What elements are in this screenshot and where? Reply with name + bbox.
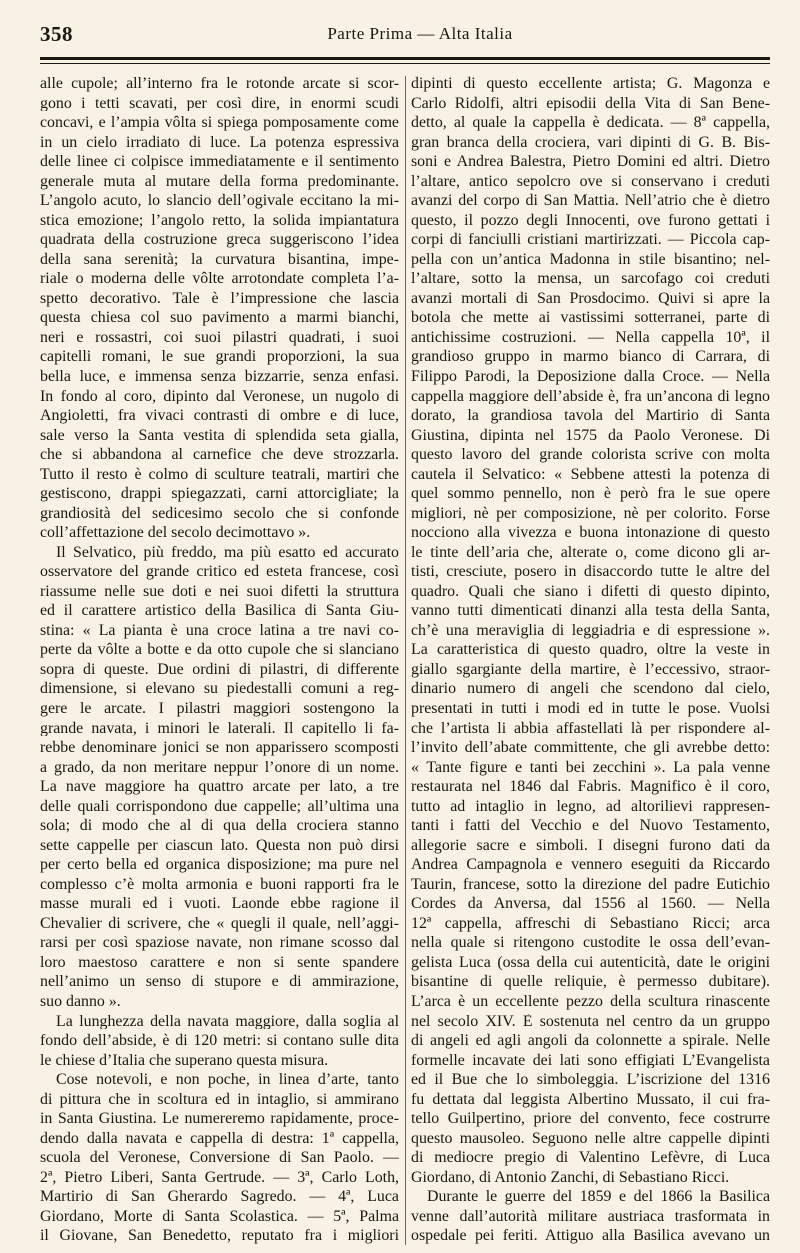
text-line: allegorie sacre e simboli. I disegni furono dati da bbox=[411, 837, 770, 854]
text-line: stica emozione; l’angolo retto, la solida impiantatura bbox=[40, 212, 399, 229]
text-line: masse murali ed i vuoti. Laonde ebbe ragione il bbox=[40, 896, 399, 913]
text-line: gono i tetti scavati, per così dire, in enormi scudi bbox=[40, 95, 399, 112]
text-line: di pittura che in scoltura ed in intaglio, si ammirano bbox=[40, 1091, 399, 1108]
text-line: tello Guilpertino, priore del convento, fece costrurre bbox=[411, 1111, 770, 1128]
right-column bbox=[411, 76, 770, 1245]
text-line: corpi di fanciulli cristiani martirizzati. — Piccola cap- bbox=[411, 232, 770, 249]
text-line: le tinte dell’aria che, alterate o, come dicono gli ar- bbox=[411, 544, 770, 561]
text-line: 2ª, Pietro Liberi, Santa Gertrude. — 3ª, Carlo Loth, bbox=[40, 1169, 399, 1186]
text-line: detto, al quale la cappella è dedicata. — 8ª cappella, bbox=[411, 115, 770, 131]
text-line: che l’artista li abbia affastellati là per rispondere al- bbox=[411, 720, 770, 737]
text-line: Tutto il resto è colmo di sculture teatrali, martiri che bbox=[40, 466, 399, 483]
text-line: Cordes da Anversa, dal 1556 al 1560. — Nella bbox=[411, 896, 770, 913]
text-line: avanzi del corpo di San Mattia. Nell’atrio che è dietro bbox=[411, 193, 770, 210]
text-line: La nave maggiore ha quattro arcate per lato, a tre bbox=[40, 779, 399, 796]
text-line: venne dall’autorità militare austriaca trasformata in bbox=[411, 1208, 770, 1225]
text-line: giallo sgargiante della martire, è l’eccessivo, straor- bbox=[411, 661, 770, 678]
running-title: Parte Prima — Alta Italia bbox=[327, 24, 513, 43]
text-line: sopra di queste. Due ordini di pilastri, di differente bbox=[40, 661, 399, 678]
text-line: ed il Bue che lo simboleggia. L’iscrizione del 1316 bbox=[411, 1072, 770, 1088]
text-line: dendo dalla navata e cappella di destra: 1ª cappella, bbox=[40, 1130, 399, 1147]
text-line: delle linee ci colpisce immediatamente e il sentimento bbox=[40, 154, 399, 171]
text-columns bbox=[40, 76, 770, 1245]
text-line: ch’è una meraviglia di leggiadria e di espressione ». bbox=[411, 622, 770, 639]
text-line: rebbe denominare jonici se non apparissero scomposti bbox=[40, 740, 399, 756]
text-line: delle quali corrispondono due cappelle; all’ultima una bbox=[40, 798, 399, 815]
text-line: cappella maggiore dell’abside è, fra un’ancona di legno bbox=[411, 388, 770, 405]
text-line: che si abbandona al carnefice che deve strozzarla. bbox=[40, 447, 399, 463]
text-line: soni e Andrea Balestra, Pietro Domini ed altri. Dietro bbox=[411, 154, 770, 171]
text-line: « Tante figure e tanti bei zecchini ». La pala venne bbox=[411, 759, 770, 776]
text-line: fondo dell’abside, è di 120 metri: si contano sulle dita bbox=[40, 1033, 399, 1049]
text-line: grandioso gruppo in marmo bianco di Carrara, di bbox=[411, 349, 770, 366]
text-line: avanzi mortali di San Prosdocimo. Quivi si apre la bbox=[411, 290, 770, 307]
text-line: ospedale pei feriti. Attiguo alla Basilica avevano un bbox=[411, 1228, 770, 1245]
text-line: dinario numero di angeli che scendono dal cielo, bbox=[411, 681, 770, 698]
page-header bbox=[40, 14, 770, 54]
text-line: in Santa Giustina. Le numereremo rapidamente, proce- bbox=[40, 1111, 399, 1128]
text-line: Cose notevoli, e non poche, in linea d’arte, tanto bbox=[56, 1072, 399, 1088]
text-line: sale verso la Santa vestita di splendida seta gialla, bbox=[40, 427, 399, 444]
text-line: Andrea Campagnola e vennero eseguiti da Riccardo bbox=[411, 857, 770, 874]
text-line: antichissime costruzioni. — Nella cappella 10ª, il bbox=[411, 329, 770, 346]
text-line: gran branca della crociera, vari dipinti di G. B. Bis- bbox=[411, 134, 770, 151]
text-line: alle cupole; all’interno fra le rotonde arcate si scor- bbox=[40, 76, 399, 92]
text-line: sola; di modo che al di qua della crociera stanno bbox=[40, 818, 399, 835]
text-line: L’angolo acuto, lo slancio dell’ogivale eccitano la mi- bbox=[40, 193, 399, 210]
text-line: generale muta al mutare della forma predominante. bbox=[40, 173, 399, 190]
text-line: in un cielo irradiato di luce. La potenza espressiva bbox=[40, 134, 399, 151]
text-line: Giustina, dipinta nel 1575 da Paolo Veronese. Di bbox=[411, 427, 770, 444]
text-line: scuola del Veronese, Conversione di San Paolo. — bbox=[40, 1150, 399, 1167]
text-line: per certo bella ed organica disposizione; ma pure nel bbox=[40, 857, 399, 874]
text-line: sette cappelle per ciascun lato. Questa non può dirsi bbox=[40, 837, 399, 854]
text-line: nella quale si ritengono custodite le ossa dell’evan- bbox=[411, 935, 770, 952]
text-line: vanno tutti dimenticati dinanzi alla testa della Santa, bbox=[411, 603, 770, 620]
text-line: dorato, la grandiosa tavola del Martirio di Santa bbox=[411, 408, 770, 424]
text-line: questa chiesa col suo pavimento a marmi bianchi, bbox=[40, 310, 399, 327]
text-line: loro maestoso carattere e non si sente spandere bbox=[40, 954, 399, 971]
text-line: La lunghezza della navata maggiore, dalla soglia al bbox=[56, 1013, 399, 1030]
text-line: osservatore del grande critico ed esteta francese, così bbox=[40, 564, 399, 581]
text-line: a grado, da non meritare neppur l’onore di un nome. bbox=[40, 759, 399, 776]
text-line: ed il carattere artistico della Basilica di Santa Giu- bbox=[40, 603, 399, 620]
text-line: questo lavoro del grande colorista scrive con molta bbox=[411, 447, 770, 463]
text-line: bisantine di quelle reliquie, è permesso dubitare). bbox=[411, 974, 770, 991]
text-line: complesso c’è molta armonia e buoni rapporti fra le bbox=[40, 876, 399, 893]
text-line: Giordano, Morte di Santa Scolastica. — 5ª, Palma bbox=[40, 1208, 399, 1225]
text-line: Il Selvatico, più freddo, ma più esatto ed accurato bbox=[56, 544, 399, 561]
text-line: 12ª cappella, affreschi di Sebastiano Ricci; arca bbox=[411, 915, 770, 932]
text-line: restaurata nel 1846 dal Fabris. Magnifico è il coro, bbox=[411, 779, 770, 796]
text-line: botola che mette ai vastissimi sotterranei, parte di bbox=[411, 310, 770, 327]
text-line: il Giovane, San Benedetto, reputato fra i migliori bbox=[40, 1228, 399, 1245]
text-line: formelle incavate dei lati sono effigiati L’Evangelista bbox=[411, 1052, 770, 1069]
text-line: cautela il Selvatico: « Sebbene attesti la potenza di bbox=[411, 466, 770, 483]
text-line: concavi, e l’ampia vôlta si spiega pomposamente come bbox=[40, 115, 399, 131]
text-line: tanti i fatti del Vecchio e del Nuovo Testamento, bbox=[411, 818, 770, 835]
text-line: Giordano, di Antonio Zanchi, di Sebastiano Ricci. bbox=[411, 1169, 730, 1186]
text-line: migliori, nè per composizione, nè per colorito. Forse bbox=[411, 505, 770, 522]
text-line: tutto ad intaglio in legno, ad altorilievi rappresen- bbox=[411, 798, 770, 815]
text-line: grande navata, i minori le laterali. Il capitello li fa- bbox=[40, 720, 399, 737]
text-line: rarsi per così spaziose navate, non rimane scosso dal bbox=[40, 935, 399, 952]
text-line: suo danno ». bbox=[40, 993, 121, 1010]
text-line: dipinti di questo eccellente artista; G. Magonza e bbox=[411, 76, 770, 92]
text-line: dimensione, si elevano su piedestalli comuni a reg- bbox=[40, 681, 399, 698]
text-line: l’altare, sotto la mensa, un sarcofago coi creduti bbox=[411, 271, 770, 288]
text-line: riale o moderna delle vôlte arrotondate completa l’a- bbox=[40, 271, 399, 288]
text-line: Filippo Parodi, la Deposizione dalla Croce. — Nella bbox=[411, 368, 770, 385]
text-line: riassume nelle sue doti e nei suoi difetti la struttura bbox=[40, 583, 399, 600]
text-line: questo, il pozzo degli Innocenti, ove furono gettati i bbox=[411, 212, 770, 229]
text-line: questo mausoleo. Seguono nelle altre cappelle dipinti bbox=[411, 1130, 770, 1147]
text-line: stina: « La pianta è una croce latina a tre navi co- bbox=[40, 622, 399, 639]
text-line: spetto decorativo. Tale è l’impressione che lascia bbox=[40, 290, 399, 307]
text-line: Angioletti, fra vivaci contrasti di ombre e di luce, bbox=[40, 408, 399, 424]
text-line: tisti, cresciute, posero in disaccordo tutte le altre del bbox=[411, 564, 770, 581]
text-line: presentati in tutti i modi ed in tutte le pose. Vuolsi bbox=[411, 701, 770, 717]
text-line: di mediocre pregio di Valentino Lefèvre, di Luca bbox=[411, 1150, 770, 1167]
text-line: Durante le guerre del 1859 e del 1866 la Basilica bbox=[427, 1189, 770, 1206]
text-line: neri e rossastri, coi suoi pilastri quadrati, i suoi bbox=[40, 329, 399, 346]
text-line: In fondo al coro, dipinto dal Veronese, un nugolo di bbox=[40, 388, 399, 405]
text-line: nocciono alla vivezza e buona intonazione di questo bbox=[411, 525, 770, 542]
text-line: nel secolo XIV. È sostenuta nel centro da un gruppo bbox=[411, 1013, 770, 1030]
text-line: fu dettata dal leggista Albertino Mussato, il cui fra- bbox=[411, 1091, 770, 1108]
text-line: quadrata della costruzione greca suggeriscono l’idea bbox=[40, 232, 399, 249]
text-line: l’altare, antico sepolcro ove si conservano i creduti bbox=[411, 173, 770, 190]
text-line: L’arca è un eccellente pezzo della scultura rinascente bbox=[411, 993, 770, 1010]
text-line: Martirio di San Gherardo Sagredo. — 4ª, Luca bbox=[40, 1189, 399, 1206]
text-line: Carlo Ridolfi, altri episodii della Vita di San Bene- bbox=[411, 95, 770, 112]
left-column bbox=[40, 76, 399, 1245]
text-line: della sana serenità; la curvatura bisantina, impe- bbox=[40, 251, 399, 268]
text-line: gelista Luca (ossa della cui autenticità, date le origini bbox=[411, 954, 770, 971]
text-line: Chevalier di scrivere, che « quegli il quale, nell’aggi- bbox=[40, 915, 399, 932]
text-line: La caratteristica di questo quadro, oltre la veste in bbox=[411, 642, 770, 659]
text-line: quadro. Quali che siano i difetti di questo dipinto, bbox=[411, 583, 770, 600]
text-line: bella luce, e immensa senza bizzarrie, senza enfasi. bbox=[40, 368, 399, 385]
text-line: le chiese d’Italia che superano questa misura. bbox=[40, 1052, 329, 1069]
text-line: capitelli romani, le sue grandi proporzioni, la sua bbox=[40, 349, 399, 366]
text-line: pella con un’antica Madonna in stile bisantino; nel- bbox=[411, 251, 770, 268]
text-line: perte da vôlte a botte e da otto cupole che si slanciano bbox=[40, 642, 399, 659]
text-line: nell’animo un senso di stupore e di ammirazione, bbox=[40, 974, 399, 991]
text-line: quel sommo pennello, non è però fra le sue opere bbox=[411, 486, 770, 503]
text-line: coll’affettazione del secolo decimottavo ». bbox=[40, 525, 311, 542]
text-line: grandiosità del sedicesimo secolo che si confonde bbox=[40, 505, 399, 522]
text-line: di angeli ed agli angoli da colonnette a spirale. Nelle bbox=[411, 1033, 770, 1049]
header-rule-thin bbox=[40, 63, 770, 64]
text-line: gestiscono, drappi spiegazzati, carni attorcigliate; la bbox=[40, 486, 399, 503]
text-line: l’invito dell’abate committente, che gli avrebbe detto: bbox=[411, 740, 770, 756]
text-line: Taurin, francese, sotto la direzione del padre Eutichio bbox=[411, 876, 770, 893]
page-number: 358 bbox=[40, 22, 73, 46]
text-line: gere le arcate. I pilastri maggiori sostengono la bbox=[40, 701, 399, 717]
header-rule-thick bbox=[40, 57, 770, 60]
